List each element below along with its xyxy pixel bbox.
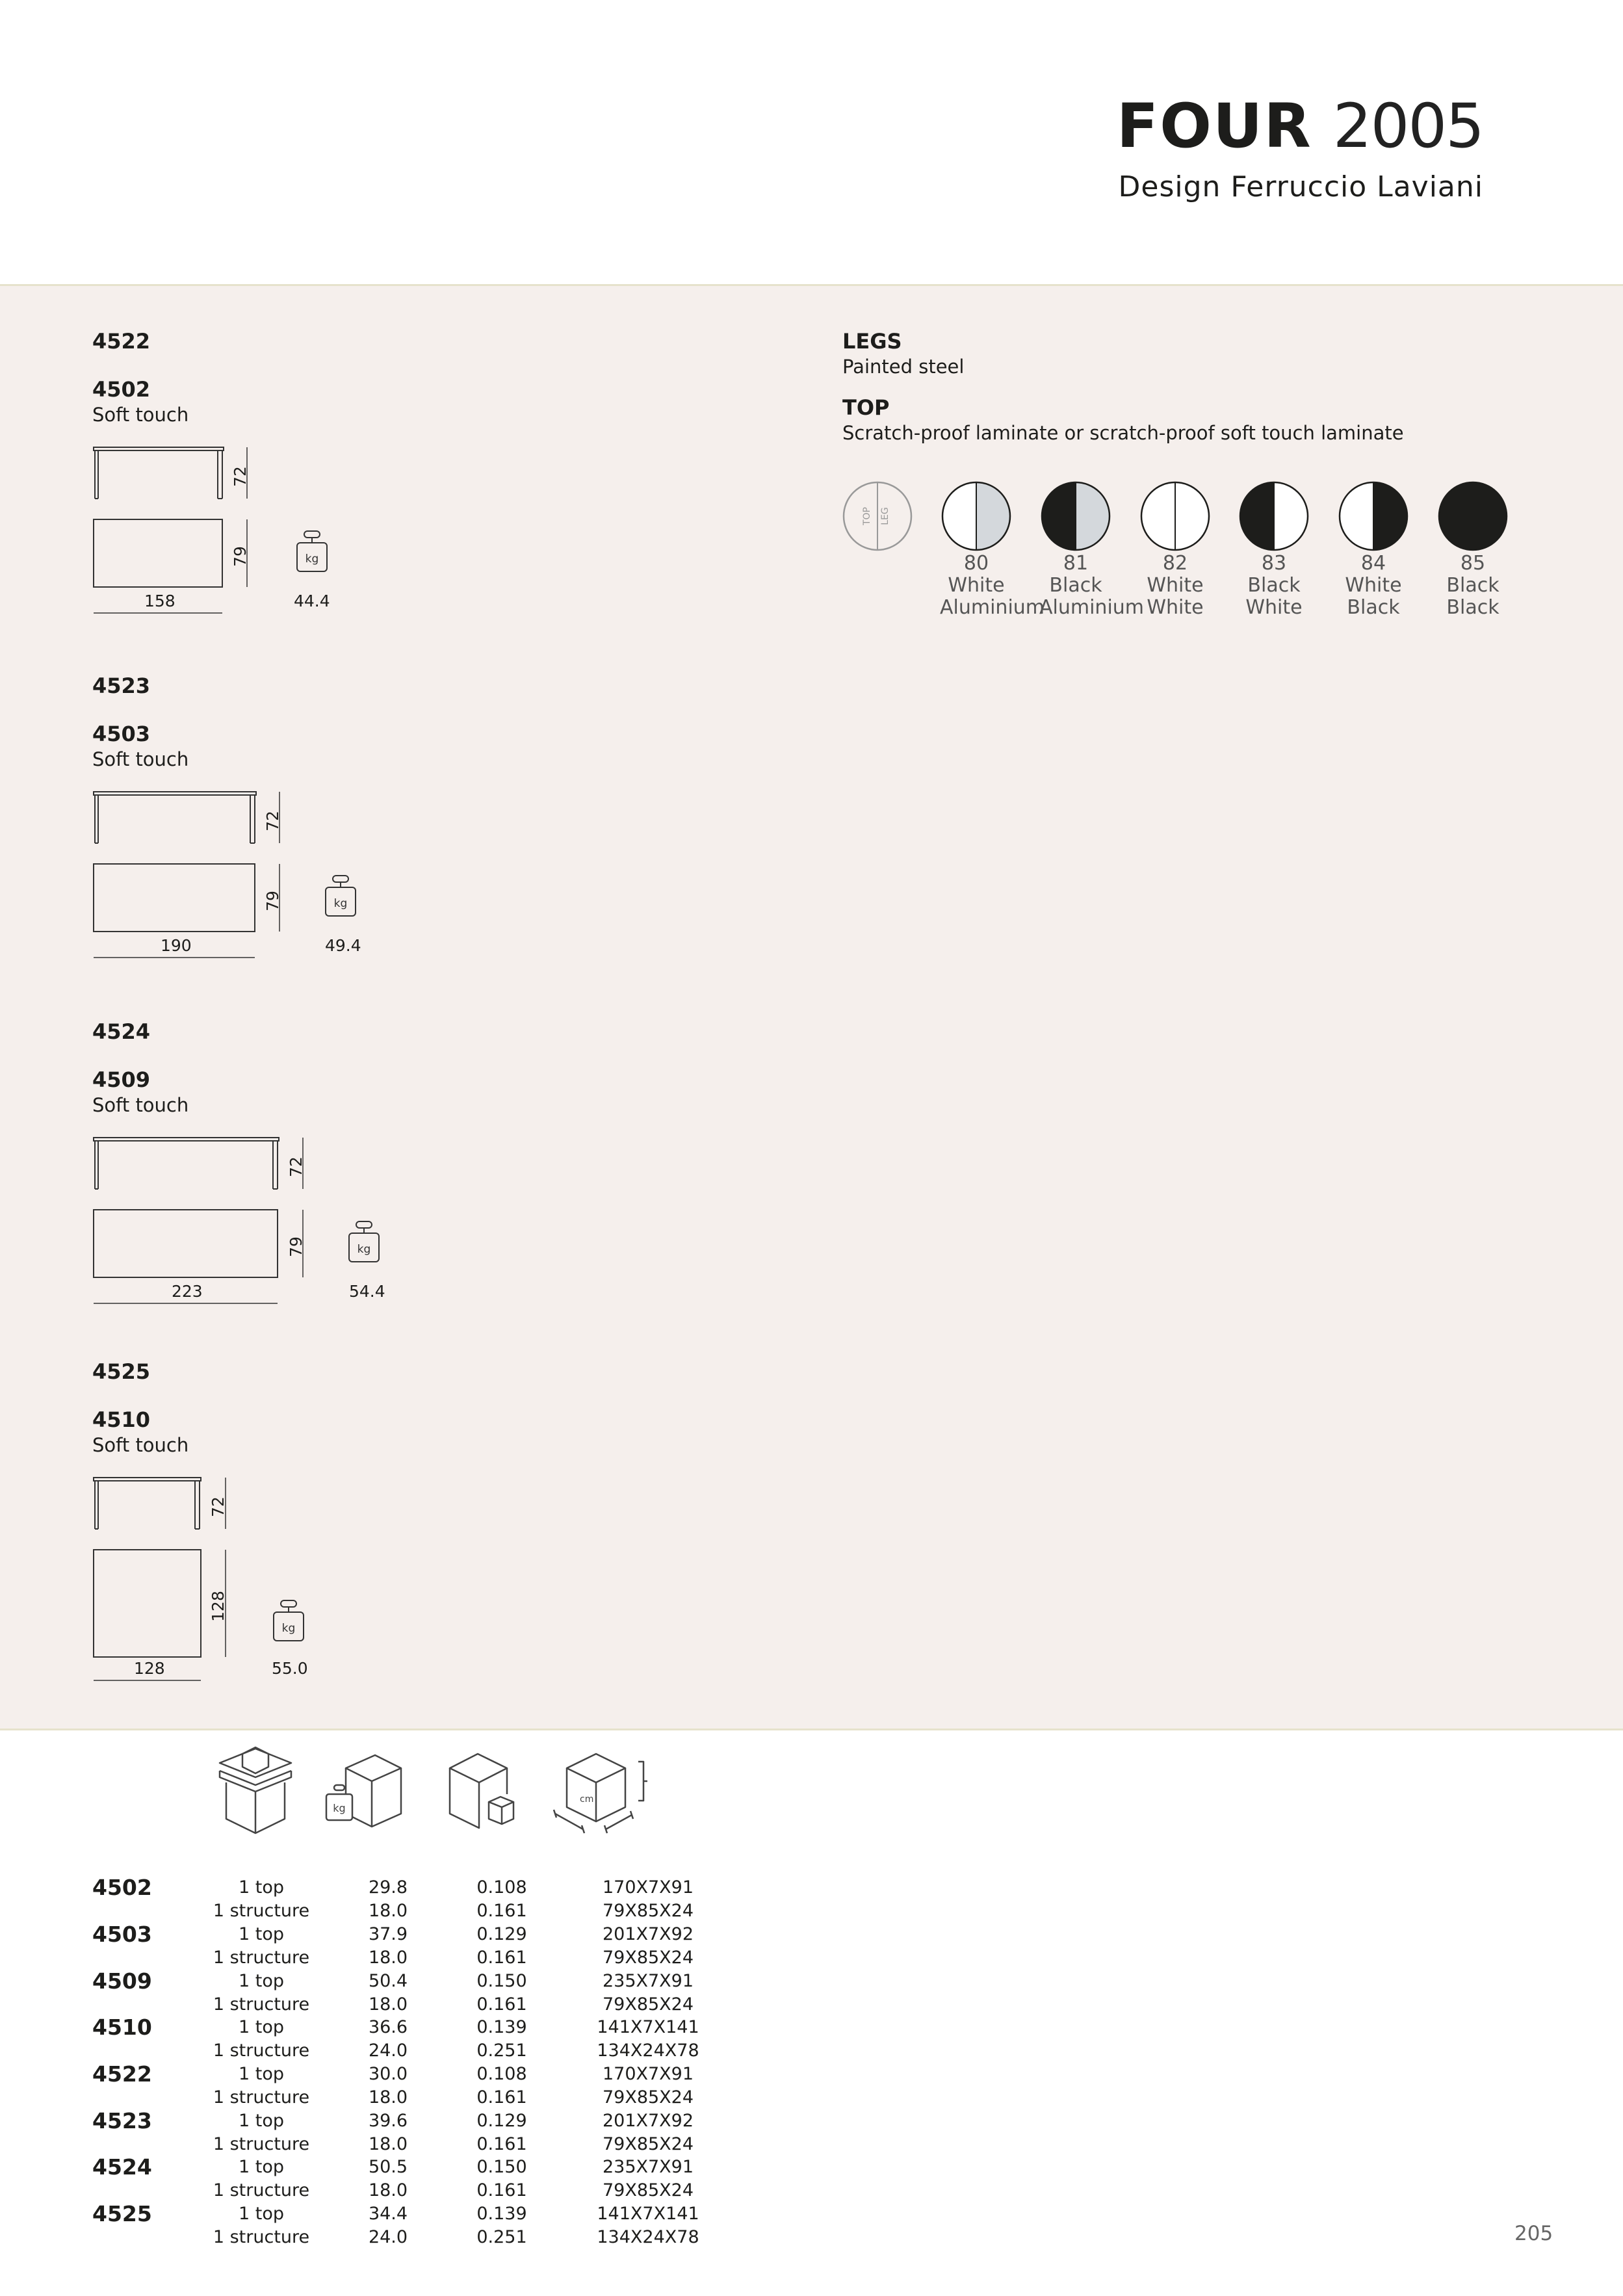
package-volume: 0.161: [476, 2180, 527, 2200]
spec-model-code: 4503: [92, 1922, 152, 1947]
weight-icon: [324, 874, 357, 920]
package-dimensions: 79X85X24: [602, 1948, 694, 1968]
package-weight: 24.0: [368, 2041, 408, 2061]
package-name: 1 top: [238, 2204, 284, 2224]
top-heading: TOP: [842, 395, 890, 420]
swatch-number: 80: [963, 552, 989, 575]
spec-row: [92, 2016, 742, 2063]
spec-row: [92, 1970, 742, 2016]
package-dimensions: 79X85X24: [602, 2087, 694, 2107]
table-drawing: [92, 1136, 313, 1307]
swatch-number: 81: [1063, 552, 1089, 575]
packages-icon: [207, 1742, 304, 1842]
weight-label: 44.4: [294, 592, 330, 610]
package-weight: 36.6: [368, 2017, 408, 2037]
package-weight: 18.0: [368, 2134, 408, 2154]
swatch-83: [1238, 480, 1310, 619]
swatch-number: 84: [1360, 552, 1386, 575]
spec-model-code: 4522: [92, 2061, 152, 2087]
package-volume: 0.161: [476, 1994, 527, 2015]
model-block: [92, 673, 361, 955]
weight-label: 54.4: [349, 1282, 385, 1301]
package-dimensions: 141X7X141: [597, 2017, 699, 2037]
package-name: 1 structure: [213, 1994, 310, 2015]
depth-label: 79: [286, 1236, 305, 1257]
package-weight: 50.4: [368, 1971, 408, 1991]
package-volume-icon: [442, 1742, 526, 1842]
spec-row: [92, 2202, 742, 2249]
swatch-84: [1337, 480, 1410, 619]
swatch-top-color: Black: [1446, 574, 1500, 597]
swatch-top-color: Black: [1049, 574, 1102, 597]
model-code: 4523: [92, 673, 151, 698]
height-label: 72: [230, 466, 250, 487]
product-name: FOUR: [1116, 91, 1312, 162]
weight-unit: kg: [357, 1243, 371, 1256]
page-header: [1117, 91, 1483, 207]
weight-icon: [295, 530, 329, 575]
package-volume: 0.161: [476, 2087, 527, 2107]
package-name: 1 structure: [213, 1948, 310, 1968]
package-weight: 18.0: [368, 2087, 408, 2107]
package-name: 1 structure: [213, 2087, 310, 2107]
weight-unit: kg: [281, 1622, 296, 1635]
swatch-leg-color: Black: [1446, 596, 1500, 619]
length-label: 190: [161, 936, 192, 955]
weight-unit: kg: [305, 553, 319, 566]
model-code: 4524: [92, 1019, 151, 1044]
package-weight: 39.6: [368, 2111, 408, 2131]
weight-unit: kg: [333, 897, 348, 910]
spec-row: [92, 2156, 742, 2202]
top-material: Scratch-proof laminate or scratch-proof soft touch laminate: [842, 422, 1404, 444]
package-dimensions: 235X7X91: [602, 1971, 694, 1991]
package-volume: 0.161: [476, 2134, 527, 2154]
package-weight: 34.4: [368, 2204, 408, 2224]
package-dimensions: 79X85X24: [602, 2180, 694, 2200]
package-weight: 37.9: [368, 1924, 408, 1944]
spec-row: [92, 2109, 742, 2156]
product-year: 2005: [1332, 91, 1483, 162]
package-weight-icon: [320, 1742, 404, 1842]
height-label: 72: [286, 1156, 305, 1177]
package-weight: 18.0: [368, 1948, 408, 1968]
package-volume: 0.108: [476, 2064, 527, 2084]
spec-model-code: 4510: [92, 2015, 152, 2040]
package-dimensions: 235X7X91: [602, 2157, 694, 2177]
package-weight: 24.0: [368, 2227, 408, 2247]
height-label: 72: [208, 1496, 227, 1517]
model-variant: Soft touch: [92, 748, 189, 770]
product-title: [1117, 91, 1483, 163]
model-block: [92, 1019, 385, 1301]
designer-credit: Design Ferruccio Laviani: [1118, 170, 1483, 203]
package-dimensions: 170X7X91: [602, 2064, 694, 2084]
swatch-top-color: White: [1345, 574, 1402, 597]
depth-label: 79: [263, 891, 282, 911]
swatch-top-color: Black: [1247, 574, 1301, 597]
swatch-number: 83: [1261, 552, 1287, 575]
weight-icon: [272, 1599, 305, 1645]
spec-model-code: 4523: [92, 2108, 152, 2133]
finishes-section: [842, 328, 1404, 445]
package-volume: 0.161: [476, 1901, 527, 1921]
dimensions-unit-icon-label: cm: [580, 1794, 594, 1805]
swatch-leg-color: White: [1245, 596, 1303, 619]
package-weight: 29.8: [368, 1877, 408, 1898]
swatch-leg-color: Aluminium: [1039, 596, 1145, 619]
model-code: 4522: [92, 329, 151, 354]
package-volume: 0.251: [476, 2227, 527, 2247]
package-name: 1 top: [238, 2157, 284, 2177]
package-dimensions: 79X85X24: [602, 1901, 694, 1921]
depth-label: 128: [208, 1591, 227, 1622]
legs-material: Painted steel: [842, 356, 965, 378]
swatch-leg-color: White: [1147, 596, 1204, 619]
package-dimensions: 170X7X91: [602, 1877, 694, 1898]
model-code: 4525: [92, 1359, 151, 1384]
package-volume: 0.150: [476, 2157, 527, 2177]
model-variant: Soft touch: [92, 1434, 189, 1456]
package-name: 1 top: [238, 1924, 284, 1944]
spec-model-code: 4502: [92, 1875, 152, 1900]
depth-label: 79: [230, 546, 250, 567]
spec-model-code: 4525: [92, 2201, 152, 2226]
package-dimensions: 134X24X78: [597, 2041, 699, 2061]
height-label: 72: [263, 811, 282, 831]
swatch-85: [1436, 480, 1509, 619]
package-weight: 18.0: [368, 1994, 408, 2015]
package-weight: 50.5: [368, 2157, 408, 2177]
package-weight: 18.0: [368, 2180, 408, 2200]
package-volume: 0.150: [476, 1971, 527, 1991]
weight-unit-icon-label: kg: [333, 1802, 346, 1814]
spec-row: [92, 1923, 742, 1970]
package-volume: 0.139: [476, 2017, 527, 2037]
swatch-number: 85: [1460, 552, 1486, 575]
package-dimensions: 201X7X92: [602, 1924, 694, 1944]
package-dimensions-icon: [547, 1742, 664, 1842]
package-name: 1 structure: [213, 2041, 310, 2061]
package-name: 1 top: [238, 2017, 284, 2037]
package-name: 1 top: [238, 2111, 284, 2131]
spec-model-code: 4509: [92, 1968, 152, 1994]
package-volume: 0.129: [476, 1924, 527, 1944]
model-variant: Soft touch: [92, 1094, 189, 1116]
model-code-softtouch: 4509: [92, 1067, 151, 1092]
package-volume: 0.139: [476, 2204, 527, 2224]
package-name: 1 structure: [213, 2134, 310, 2154]
swatch-key: [841, 480, 914, 553]
swatch-80: [940, 480, 1045, 619]
swatch-81: [1039, 480, 1145, 619]
key-top-label: TOP: [862, 506, 872, 526]
model-code-softtouch: 4502: [92, 377, 151, 402]
weight-label: 55.0: [272, 1659, 308, 1678]
model-code-softtouch: 4503: [92, 722, 151, 746]
package-name: 1 top: [238, 1877, 284, 1898]
swatch-leg-color: Black: [1347, 596, 1400, 619]
package-dimensions: 79X85X24: [602, 2134, 694, 2154]
package-volume: 0.251: [476, 2041, 527, 2061]
package-volume: 0.108: [476, 1877, 527, 1898]
length-label: 128: [134, 1659, 165, 1678]
key-leg-label: LEG: [880, 507, 890, 525]
model-code-softtouch: 4510: [92, 1407, 151, 1432]
swatch-top-color: White: [948, 574, 1005, 597]
model-block: [92, 328, 330, 610]
swatch-number: 82: [1162, 552, 1188, 575]
package-dimensions: 141X7X141: [597, 2204, 699, 2224]
legs-heading: LEGS: [842, 329, 902, 354]
package-weight: 30.0: [368, 2064, 408, 2084]
length-label: 158: [144, 592, 175, 610]
package-weight: 18.0: [368, 1901, 408, 1921]
page-number: 205: [1514, 2222, 1553, 2245]
package-name: 1 structure: [213, 2180, 310, 2200]
model-block: [92, 1359, 308, 1678]
swatch-leg-color: Aluminium: [940, 596, 1045, 619]
weight-label: 49.4: [325, 936, 361, 955]
package-dimensions: 134X24X78: [597, 2227, 699, 2247]
package-name: 1 top: [238, 2064, 284, 2084]
package-dimensions: 79X85X24: [602, 1994, 694, 2015]
swatch-82: [1139, 480, 1212, 619]
weight-icon: [347, 1220, 381, 1266]
package-volume: 0.129: [476, 2111, 527, 2131]
spec-model-code: 4524: [92, 2154, 152, 2180]
spec-row: [92, 1876, 742, 1923]
package-name: 1 structure: [213, 2227, 310, 2247]
package-dimensions: 201X7X92: [602, 2111, 694, 2131]
package-name: 1 structure: [213, 1901, 310, 1921]
length-label: 223: [172, 1282, 203, 1301]
package-volume: 0.161: [476, 1948, 527, 1968]
swatch-top-color: White: [1147, 574, 1204, 597]
package-name: 1 top: [238, 1971, 284, 1991]
spec-row: [92, 2063, 742, 2109]
model-variant: Soft touch: [92, 404, 189, 426]
